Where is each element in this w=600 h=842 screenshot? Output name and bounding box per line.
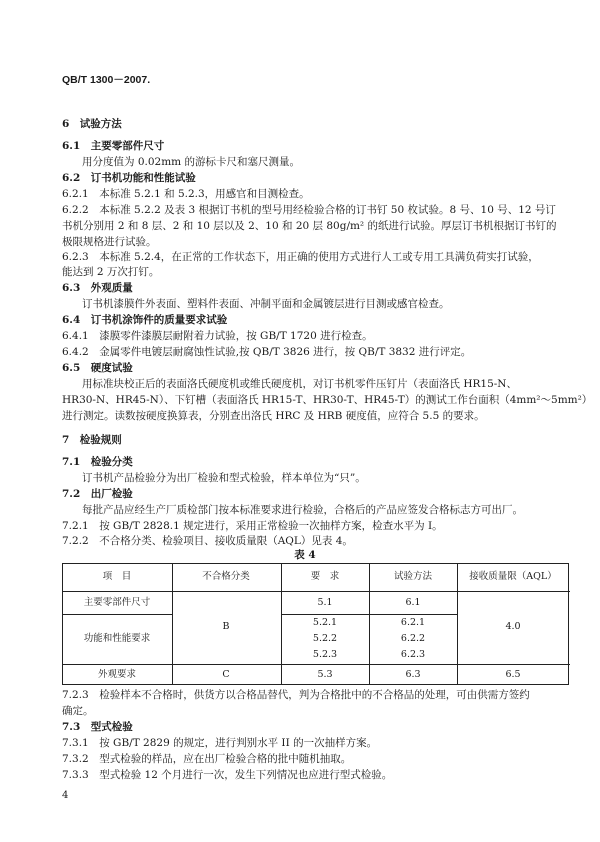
paragraph-line: 7.2.2 不合格分类、检验项目、接收质量限（AQL）见表 4。 [62, 535, 353, 547]
table-cell-requirement: 5.2.2 [312, 633, 338, 644]
paragraph-line: 6.2.3 本标准 5.2.4，在正常的工作状态下，用正确的使用方式进行人工或专用工具满负荷实打试验， [62, 251, 539, 263]
paragraph-line: 每批产品应经生产厂质检部门按本标准要求进行检验，合格后的产品应签发合格标志方可出厂。 [82, 504, 523, 516]
table-column-divider [369, 564, 370, 684]
paragraph-line: 6.4.2 金属零件电镀层耐腐蚀性试验,按 QB/T 3826 进行，按 QB/T 3832 进行评定。 [62, 346, 472, 358]
table-column-divider [172, 564, 173, 684]
table-cell-aql: 6.5 [505, 669, 521, 680]
table-cell-class: C [222, 669, 230, 680]
table-cell-aql: 4.0 [505, 621, 521, 632]
table-cell-class: B [222, 621, 230, 632]
header-standard-number: QB/T 1300－2007. [62, 74, 151, 86]
table-cell-requirement: 5.3 [317, 669, 333, 680]
table-cell-method: 6.2.2 [400, 633, 426, 644]
table-row-divider [281, 614, 457, 615]
table-header-item: 项 目 [102, 571, 132, 582]
data-table [62, 563, 569, 685]
paragraph-line: 6.4.1 漆膜零件漆膜层耐附着力试验，按 GB/T 1720 进行检查。 [62, 330, 373, 342]
paragraph-line: 订书机漆膜件外表面、塑料件表面、冲制平面和金属镀层进行目测或感官检查。 [82, 298, 450, 310]
subsection-heading: 6.1 主要零部件尺寸 [62, 140, 165, 152]
subsection-heading: 6.4 订书机涂饰件的质量要求试验 [62, 314, 228, 326]
paragraph-line: 用标准块校正后的表面洛氏硬度机或维氏硬度机，对订书机零件压钉片（表面洛氏 HR15-N、 [82, 378, 517, 390]
paragraph-line: 7.3.1 按 GB/T 2829 的规定，进行判别水平 II 的一次抽样方案。 [62, 737, 378, 749]
paragraph-line: 7.3.2 型式检验的样品，应在出厂检验合格的批中随机抽取。 [62, 753, 352, 765]
table-cell-item: 外观要求 [97, 669, 137, 680]
table-cell-item: 主要零部件尺寸 [83, 597, 151, 608]
table-column-divider [457, 564, 458, 684]
paragraph-line: 能达到 2 万次打钉。 [62, 266, 160, 278]
section-heading: 7 检验规则 [62, 434, 122, 446]
table-cell-requirement: 5.1 [317, 597, 333, 608]
subsection-heading: 6.3 外观质量 [62, 282, 133, 294]
paragraph-line: 7.3.3 型式检验 12 个月进行一次，发生下列情况也应进行型式检验。 [62, 769, 393, 781]
paragraph-line: 6.2.2 本标准 5.2.2 及表 3 根据订书机的型号用经检验合格的订书钉 50 枚试验。8 号、10 号、12 号订 [62, 204, 556, 216]
table-cell-method: 6.3 [405, 669, 421, 680]
table-caption: 表 4 [294, 549, 316, 561]
table-header-class: 不合格分类 [202, 571, 250, 582]
paragraph-line: 6.2.1 本标准 5.2.1 和 5.2.3，用感官和目测检查。 [62, 188, 310, 200]
table-header-method: 试验方法 [393, 571, 433, 582]
table-cell-requirement: 5.2.1 [312, 617, 338, 628]
paragraph-line: 7.2.3 检验样本不合格时，供货方以合格品替代，判为合格批中的不合格品的处理，可由供需方签约 [62, 689, 530, 701]
page-number: 4 [62, 790, 69, 801]
section-heading: 6 试验方法 [62, 118, 122, 130]
paragraph-line: 7.2.1 按 GB/T 2828.1 规定进行，采用正常检验一次抽样方案，检查水平为 I。 [62, 520, 443, 532]
table-cell-method: 6.2.1 [400, 617, 426, 628]
paragraph-line: 书机分别用 2 和 8 层、2 和 10 层以及 2、10 和 20 层 80g/m² 的纸进行试验。厚层订书机根据订书钉的 [62, 220, 557, 232]
table-header-requirement: 要 求 [310, 571, 340, 582]
subsection-heading: 6.2 订书机功能和性能试验 [62, 172, 196, 184]
table-row-divider [63, 591, 570, 592]
table-cell-method: 6.1 [405, 597, 421, 608]
table-cell-requirement: 5.2.3 [312, 649, 338, 660]
table-row-divider [63, 614, 172, 615]
subsection-heading: 7.3 型式检验 [62, 721, 133, 733]
paragraph-line: 极限规格进行试验。 [62, 236, 157, 248]
paragraph-line: 进行测定。读数按硬度换算表，分别查出洛氏 HRC 及 HRB 硬度值，应符合 5.5 的要求。 [62, 410, 485, 422]
subsection-heading: 6.5 硬度试验 [62, 362, 133, 374]
table-header-aql: 接收质量限（AQL） [469, 571, 557, 582]
subsection-heading: 7.1 检验分类 [62, 456, 133, 468]
subsection-heading: 7.2 出厂检验 [62, 488, 133, 500]
table-cell-method: 6.2.3 [400, 649, 426, 660]
table-row-divider [63, 664, 570, 665]
paragraph-line: 订书机产品检验分为出厂检验和型式检验，样本单位为“只”。 [82, 472, 366, 484]
paragraph-line: HR30-N、HR45-N）、下钉槽（表面洛氏 HR15-T、HR30-T、HR45-T）的测试工作台面积（4mm²～5mm²） [62, 394, 593, 406]
table-column-divider [281, 564, 282, 684]
paragraph-line: 确定。 [62, 705, 94, 717]
paragraph-line: 用分度值为 0.02mm 的游标卡尺和塞尺测量。 [82, 156, 300, 168]
table-cell-item: 功能和性能要求 [83, 633, 151, 644]
